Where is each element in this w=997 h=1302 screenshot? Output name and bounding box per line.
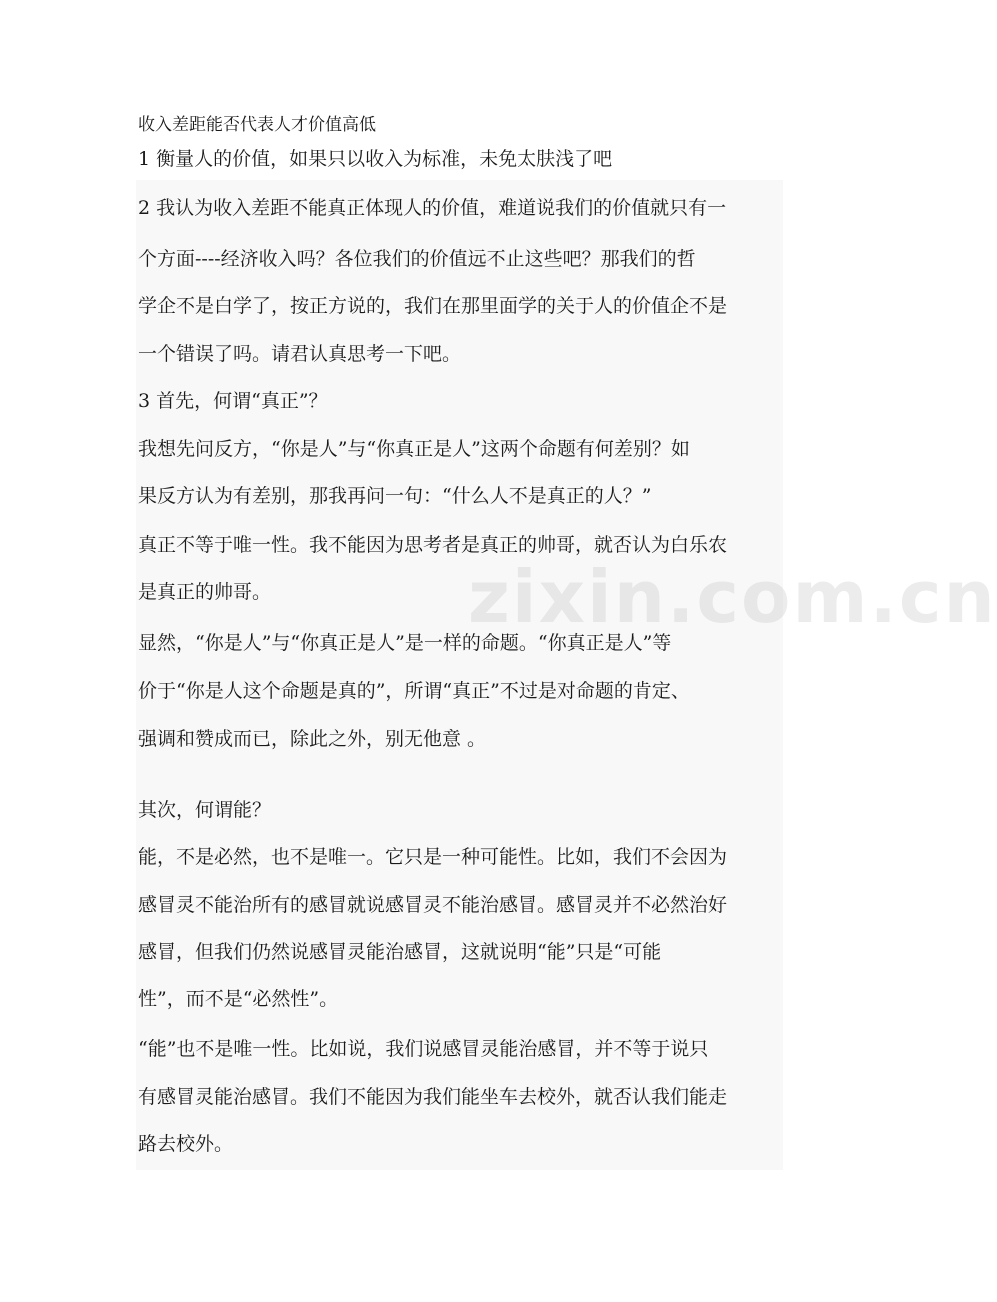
paragraph-1: 1 衡量人的价值，如果只以收入为标准，未免太肤浅了吧 <box>138 148 613 170</box>
shaded-text-block <box>136 180 783 1170</box>
text-line: 有感冒灵能治感冒。我们不能因为我们能坐车去校外，就否认我们能走 <box>138 1086 728 1108</box>
text-line: “能”也不是唯一性。比如说，我们说感冒灵能治感冒，并不等于说只 <box>138 1038 709 1060</box>
text-line: 能，不是必然，也不是唯一。它只是一种可能性。比如，我们不会因为 <box>138 846 728 868</box>
text-line: 真正不等于唯一性。我不能因为思考者是真正的帅哥，就否认为白乐农 <box>138 534 728 556</box>
text-line: 感冒，但我们仍然说感冒灵能治感冒，这就说明“能”只是“可能 <box>138 941 662 963</box>
text-line: 我想先问反方，“你是人”与“你真正是人”这两个命题有何差别？如 <box>138 438 690 460</box>
text-line: 显然，“你是人”与“你真正是人”是一样的命题。“你真正是人”等 <box>138 632 672 654</box>
text-line: 是真正的帅哥。 <box>138 581 272 603</box>
text-line: 价于“你是人这个命题是真的”，所谓“真正”不过是对命题的肯定、 <box>138 680 690 702</box>
text-line: 感冒灵不能治所有的感冒就说感冒灵不能治感冒。感冒灵并不必然治好 <box>138 894 728 916</box>
text-line: 2 我认为收入差距不能真正体现人的价值，难道说我们的价值就只有一 <box>138 197 727 219</box>
text-line: 3 首先，何谓“真正”？ <box>138 390 328 412</box>
text-line: 路去校外。 <box>138 1133 234 1155</box>
text-line: 果反方认为有差别，那我再问一句：“什么人不是真正的人？” <box>138 485 652 507</box>
text-line: 学企不是白学了，按正方说的，我们在那里面学的关于人的价值企不是 <box>138 295 728 317</box>
text-line: 一个错误了吗。请君认真思考一下吧。 <box>138 343 462 365</box>
watermark: zixin.com.cn <box>468 555 997 639</box>
text-line: 个方面----经济收入吗？各位我们的价值远不止这些吧？那我们的哲 <box>138 248 696 270</box>
text-line: 强调和赞成而已，除此之外，别无他意 。 <box>138 728 487 750</box>
document-title: 收入差距能否代表人才价值高低 <box>138 115 376 135</box>
text-line: 性”，而不是“必然性”。 <box>138 988 339 1010</box>
text-line: 其次，何谓能？ <box>138 799 272 821</box>
